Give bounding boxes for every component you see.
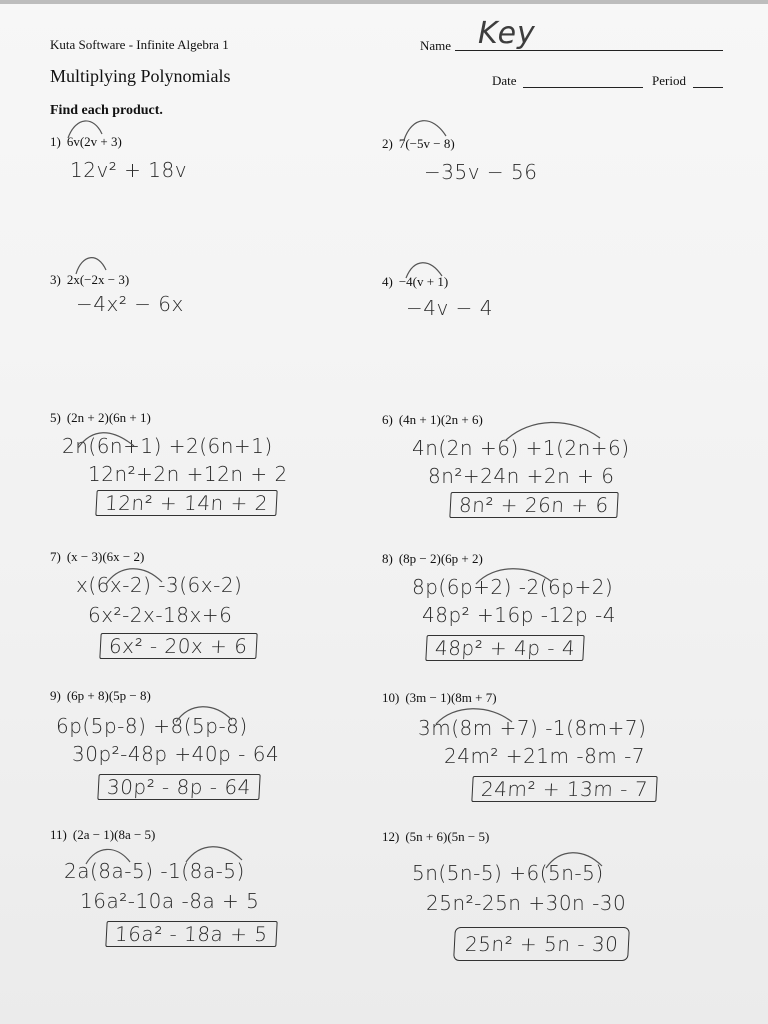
page-edge bbox=[0, 0, 768, 4]
problem-number: 8) bbox=[382, 551, 393, 566]
problem-expression: (2a − 1)(8a − 5) bbox=[72, 827, 156, 842]
distribution-arc-mark bbox=[72, 426, 142, 450]
problem-number: 4) bbox=[382, 274, 393, 289]
work-step-1: x(6x-2) -3(6x-2) bbox=[76, 573, 243, 597]
problem-expression: 2x(−2x − 3) bbox=[66, 272, 130, 287]
problem-expression: (3m − 1)(8m + 7) bbox=[405, 690, 497, 705]
boxed-answer: 24m² + 13m - 7 bbox=[471, 776, 657, 802]
problem-expression: (2n + 2)(6n + 1) bbox=[66, 410, 151, 425]
publisher-label: Kuta Software - Infinite Algebra 1 bbox=[50, 37, 229, 52]
name-label: Name bbox=[420, 38, 452, 53]
boxed-answer: 6x² - 20x + 6 bbox=[99, 633, 257, 659]
problem-expression: (5n + 6)(5n − 5) bbox=[405, 829, 490, 844]
work-step-2: 25n²-25n +30n -30 bbox=[426, 891, 627, 915]
boxed-answer: 25n² + 5n - 30 bbox=[453, 927, 630, 961]
work-step-1: 4n(2n +6) +1(2n+6) bbox=[412, 436, 630, 460]
problem-expression: 7(−5v − 8) bbox=[398, 136, 455, 151]
distribution-arc-mark bbox=[80, 842, 140, 868]
boxed-answer: 30p² - 8p - 64 bbox=[97, 774, 260, 800]
distribution-arc-mark bbox=[430, 702, 520, 728]
problem-expression: −4(v + 1) bbox=[398, 274, 449, 289]
problem-number: 9) bbox=[50, 688, 61, 703]
problem-expression: 6v(2v + 3) bbox=[66, 134, 122, 149]
work-step-1: 2n(6n+1) +2(6n+1) bbox=[62, 434, 273, 458]
instructions: Find each product. bbox=[50, 103, 163, 118]
problem-question bbox=[382, 829, 712, 847]
problem-number: 6) bbox=[382, 412, 393, 427]
worksheet-title: Multiplying Polynomials bbox=[50, 66, 231, 86]
problem-number: 2) bbox=[382, 136, 393, 151]
work-step-2: 6x²-2x-18x+6 bbox=[88, 603, 233, 627]
work-step-2: 16a²-10a -8a + 5 bbox=[80, 889, 260, 913]
distribution-arc-mark bbox=[400, 254, 456, 282]
work-step-1: 2a(8a-5) -1(8a-5) bbox=[64, 859, 245, 883]
work-step-2: 12n²+2n +12n + 2 bbox=[88, 462, 288, 486]
problem-number: 5) bbox=[50, 410, 61, 425]
problem-number: 3) bbox=[50, 272, 61, 287]
name-value: Key bbox=[478, 16, 536, 51]
work-step-1: 3m(8m +7) -1(8m+7) bbox=[418, 716, 647, 740]
problem-number: 7) bbox=[50, 549, 61, 564]
work-step-1: 6p(5p-8) +8(5p-8) bbox=[56, 714, 248, 738]
period-line bbox=[693, 87, 723, 88]
distribution-arc-mark bbox=[398, 110, 458, 144]
problem-number: 1) bbox=[50, 134, 61, 149]
distribution-arc-mark bbox=[540, 846, 610, 872]
distribution-arc-mark bbox=[470, 562, 560, 588]
date-label: Date bbox=[492, 73, 517, 88]
problem-expression: (6p + 8)(5p − 8) bbox=[66, 688, 151, 703]
problem-number: 11) bbox=[50, 827, 67, 842]
problem-3 bbox=[50, 272, 380, 318]
boxed-answer: 16a² - 18a + 5 bbox=[105, 921, 277, 947]
problem-expression: (8p − 2)(6p + 2) bbox=[398, 551, 483, 566]
answer: −4v − 4 bbox=[406, 296, 494, 320]
problem-number: 12) bbox=[382, 829, 400, 844]
work-step-2: 8n²+24n +2n + 6 bbox=[428, 464, 615, 488]
work-step-2: 48p² +16p -12p -4 bbox=[422, 603, 616, 627]
distribution-arc-mark bbox=[170, 700, 240, 726]
boxed-answer: 12n² + 14n + 2 bbox=[95, 490, 277, 516]
answer: −35v − 56 bbox=[424, 160, 538, 184]
distribution-arc-mark bbox=[500, 414, 610, 444]
distribution-arc-mark bbox=[100, 562, 170, 588]
work-step-2: 24m² +21m -8m -7 bbox=[444, 744, 646, 768]
answer: 12v² + 18v bbox=[70, 158, 188, 182]
problem-expression: (4n + 1)(2n + 6) bbox=[398, 412, 483, 427]
answer: −4x² − 6x bbox=[76, 292, 184, 316]
date-line bbox=[523, 87, 643, 88]
distribution-arc-mark bbox=[60, 112, 120, 142]
boxed-answer: 48p² + 4p - 4 bbox=[425, 635, 585, 661]
work-step-1: 5n(5n-5) +6(5n-5) bbox=[412, 861, 604, 885]
work-step-1: 8p(6p+2) -2(6p+2) bbox=[412, 575, 614, 599]
problem-expression: (x − 3)(6x − 2) bbox=[66, 549, 145, 564]
distribution-arc-mark bbox=[180, 840, 250, 866]
work-step-2: 30p²-48p +40p - 64 bbox=[72, 742, 280, 766]
period-label: Period bbox=[652, 73, 686, 88]
distribution-arc-mark bbox=[70, 248, 120, 278]
boxed-answer: 8n² + 26n + 6 bbox=[449, 492, 618, 518]
problem-number: 10) bbox=[382, 690, 400, 705]
